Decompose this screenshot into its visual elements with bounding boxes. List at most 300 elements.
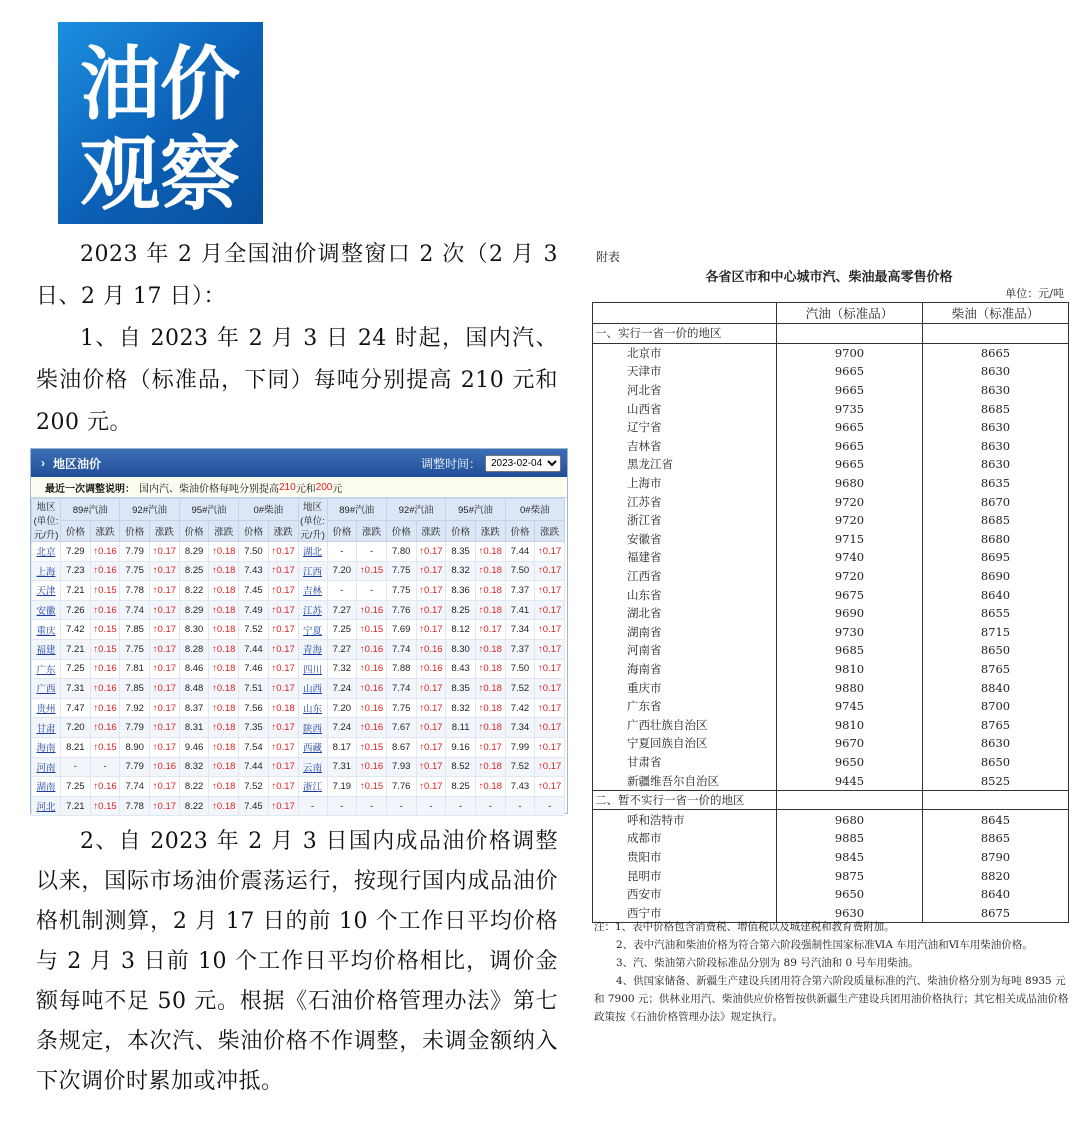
gasoline-price: 9735: [777, 399, 923, 418]
price-cell: 7.24: [327, 718, 357, 738]
region-link[interactable]: 浙江: [298, 777, 327, 797]
region-name: 重庆市: [593, 678, 777, 697]
price-change-cell: ↑0.17: [416, 698, 446, 718]
price-cell: 7.52: [239, 620, 269, 640]
price-cell: 7.37: [505, 639, 535, 659]
adjust-time-select[interactable]: [485, 455, 561, 472]
note-text-c: 元: [332, 483, 343, 495]
region-link[interactable]: 甘肃: [32, 718, 61, 738]
price-change-cell: ↑0.17: [416, 600, 446, 620]
price-cell: 8.22: [179, 581, 209, 601]
note-item: 注：1、表中价格包含消费税、增值税以及城建税和教育费附加。: [594, 921, 895, 933]
table-row: [32, 718, 565, 738]
table-row: [32, 698, 565, 718]
price-cell: 7.44: [505, 542, 535, 562]
region-name: 成都市: [593, 829, 777, 848]
price-cell: 7.67: [386, 718, 416, 738]
price-change-cell: ↑0.17: [535, 679, 565, 699]
gasoline-price: 9700: [777, 343, 923, 362]
article-paragraph-1: 2023 年 2 月全国油价调整窗口 2 次（2 月 3 日、2 月 17 日）：: [36, 242, 558, 309]
price-row: [593, 829, 1069, 848]
price-cell: 7.23: [61, 561, 91, 581]
fuel-column-header: 95#汽油: [179, 499, 238, 521]
region-link[interactable]: 青海: [298, 639, 327, 659]
fuel-column-header: 0#柴油: [505, 499, 564, 521]
region-link[interactable]: 河南: [32, 757, 61, 777]
gasoline-price: 9880: [777, 678, 923, 697]
region-link[interactable]: 江苏: [298, 600, 327, 620]
price-cell: 8.35: [446, 679, 476, 699]
region-link[interactable]: 福建: [32, 639, 61, 659]
price-cell: 8.25: [446, 777, 476, 797]
change-subheader: 涨跌: [357, 520, 387, 542]
price-cell: 7.21: [61, 639, 91, 659]
region-link[interactable]: 宁夏: [298, 620, 327, 640]
price-cell: 7.24: [327, 679, 357, 699]
price-cell: 7.54: [239, 737, 269, 757]
price-cell: 7.20: [327, 698, 357, 718]
price-cell: 7.25: [61, 777, 91, 797]
price-cell: 8.36: [446, 581, 476, 601]
price-cell: 8.32: [446, 698, 476, 718]
note-heading: 最近一次调整说明：: [45, 483, 135, 495]
note-item: 2、表中汽油和柴油价格为符合第六阶段强制性国家标准ⅥA 车用汽油和Ⅵ车用柴油价格。: [616, 939, 1033, 951]
price-subheader: 价格: [179, 520, 209, 542]
region-link[interactable]: 云南: [298, 757, 327, 777]
price-change-cell: -: [357, 542, 387, 562]
price-cell: 7.69: [386, 620, 416, 640]
price-cell: 7.43: [239, 561, 269, 581]
price-row: [593, 771, 1069, 790]
price-change-cell: ↑0.18: [209, 737, 239, 757]
price-cell: 8.31: [179, 718, 209, 738]
region-link[interactable]: 湖南: [32, 777, 61, 797]
gasoline-price: 9665: [777, 381, 923, 400]
price-change-cell: ↑0.17: [268, 561, 298, 581]
price-change-cell: ↑0.17: [150, 698, 180, 718]
price-subheader: 价格: [446, 520, 476, 542]
price-cell: 7.31: [327, 757, 357, 777]
price-change-cell: ↑0.17: [268, 777, 298, 797]
diesel-price: 8840: [923, 678, 1069, 697]
price-cell: 7.21: [61, 581, 91, 601]
diesel-price: 8700: [923, 697, 1069, 716]
region-column-header: 地区(单位:元/升): [298, 499, 327, 542]
price-change-cell: ↑0.18: [268, 698, 298, 718]
price-change-cell: ↑0.18: [209, 718, 239, 738]
price-row: [593, 511, 1069, 530]
region-name: 广西壮族自治区: [593, 715, 777, 734]
region-name: 浙江省: [593, 511, 777, 530]
table-row: [32, 561, 565, 581]
region-column-header: 地区(单位:元/升): [32, 499, 61, 542]
section-blank: [777, 324, 923, 344]
price-cell: 7.27: [327, 600, 357, 620]
gasoline-price: 9680: [777, 474, 923, 493]
price-cell: 8.11: [446, 718, 476, 738]
region-link[interactable]: 北京: [32, 542, 61, 562]
note-item: 4、供国家储备、新疆生产建设兵团用符合第六阶段质量标准的汽、柴油价格分别为每吨 8935 元和 7900 元；供林业用汽、柴油供应价格暂按供新疆生产建设兵团用油价格执行；其它相关成品油价格政策按《石油价格管理办法》规定执行。: [594, 975, 1069, 1023]
price-change-cell: ↑0.17: [268, 796, 298, 816]
region-name: 上海市: [593, 474, 777, 493]
region-link[interactable]: 广西: [32, 679, 61, 699]
price-change-cell: ↑0.17: [268, 600, 298, 620]
table-row: [32, 659, 565, 679]
section-blank: [923, 790, 1069, 810]
price-change-cell: ↑0.17: [268, 659, 298, 679]
price-change-cell: ↑0.17: [535, 561, 565, 581]
price-cell: 7.80: [386, 542, 416, 562]
region-link[interactable]: 广东: [32, 659, 61, 679]
gasoline-price: 9685: [777, 641, 923, 660]
region-name: 贵阳市: [593, 848, 777, 867]
price-row: [593, 399, 1069, 418]
unit-label: 单位：元/吨: [1005, 287, 1064, 300]
gasoline-price: 9630: [777, 903, 923, 922]
price-change-cell: ↑0.17: [416, 737, 446, 757]
price-row: [593, 362, 1069, 381]
region-name: 江西省: [593, 567, 777, 586]
price-cell: 7.27: [327, 639, 357, 659]
price-cell: -: [327, 542, 357, 562]
region-link: -: [298, 796, 327, 816]
price-cell: 8.29: [179, 600, 209, 620]
price-cell: -: [327, 796, 357, 816]
price-change-cell: ↑0.17: [535, 737, 565, 757]
price-cell: 7.76: [386, 600, 416, 620]
diesel-price: 8685: [923, 399, 1069, 418]
price-change-cell: ↑0.16: [90, 600, 120, 620]
diesel-price: 8630: [923, 455, 1069, 474]
price-change-cell: ↑0.17: [475, 620, 505, 640]
gasoline-price: 9720: [777, 567, 923, 586]
logo-line2: 观察: [80, 128, 240, 221]
price-row: [593, 848, 1069, 867]
logo-line1: 油价: [80, 38, 240, 131]
price-cell: 7.42: [505, 698, 535, 718]
regional-oil-price-widget: [30, 448, 568, 814]
price-change-cell: ↑0.17: [150, 639, 180, 659]
price-cell: 7.25: [327, 620, 357, 640]
region-name: 西宁市: [593, 903, 777, 922]
section-label: 二、暂不实行一省一价的地区: [593, 790, 777, 810]
price-change-cell: ↑0.17: [268, 581, 298, 601]
price-cell: -: [386, 796, 416, 816]
price-change-cell: ↑0.16: [357, 679, 387, 699]
price-change-cell: ↑0.18: [475, 542, 505, 562]
price-cell: 7.85: [120, 679, 150, 699]
price-change-cell: ↑0.17: [535, 777, 565, 797]
price-cell: 7.20: [327, 561, 357, 581]
widget-title: 地区油价: [53, 456, 102, 471]
price-cell: 7.44: [239, 757, 269, 777]
change-subheader: 涨跌: [535, 520, 565, 542]
change-subheader: 涨跌: [209, 520, 239, 542]
price-change-cell: ↑0.16: [90, 659, 120, 679]
table-row: [32, 600, 565, 620]
price-change-cell: ↑0.15: [357, 777, 387, 797]
document-title: 各省区市和中心城市汽、柴油最高零售价格: [705, 270, 953, 285]
widget-header: [31, 449, 567, 477]
price-cell: 7.99: [505, 737, 535, 757]
change-subheader: 涨跌: [90, 520, 120, 542]
gasoline-price: 9690: [777, 604, 923, 623]
price-change-cell: ↑0.18: [209, 620, 239, 640]
price-change-cell: ↑0.17: [150, 581, 180, 601]
price-cell: 8.30: [179, 620, 209, 640]
price-change-cell: ↑0.17: [535, 581, 565, 601]
price-change-cell: ↑0.16: [416, 639, 446, 659]
price-row: [593, 604, 1069, 623]
price-change-cell: -: [535, 796, 565, 816]
diesel-price: 8690: [923, 567, 1069, 586]
price-change-cell: ↑0.16: [90, 698, 120, 718]
price-subheader: 价格: [239, 520, 269, 542]
price-cell: 7.45: [239, 581, 269, 601]
price-cell: 7.21: [61, 796, 91, 816]
price-cell: 7.50: [505, 561, 535, 581]
price-change-cell: ↑0.17: [268, 542, 298, 562]
price-change-cell: ↑0.15: [90, 620, 120, 640]
price-cell: 8.30: [446, 639, 476, 659]
region-link[interactable]: 山西: [298, 679, 327, 699]
price-change-cell: ↑0.16: [357, 600, 387, 620]
price-change-cell: ↑0.17: [535, 600, 565, 620]
price-change-cell: ↑0.17: [416, 757, 446, 777]
section-blank: [777, 790, 923, 810]
diesel-price: 8765: [923, 715, 1069, 734]
price-change-cell: ↑0.17: [150, 561, 180, 581]
price-row: [593, 567, 1069, 586]
price-cell: 7.34: [505, 620, 535, 640]
price-cell: 7.74: [120, 600, 150, 620]
price-cell: 8.28: [179, 639, 209, 659]
price-cell: 7.78: [120, 581, 150, 601]
region-link[interactable]: 西藏: [298, 737, 327, 757]
price-cell: 7.35: [239, 718, 269, 738]
fuel-column-header: 0#柴油: [239, 499, 298, 521]
diesel-price: 8715: [923, 623, 1069, 642]
region-link[interactable]: 湖北: [298, 542, 327, 562]
table-row: [32, 679, 565, 699]
diesel-price: 8645: [923, 810, 1069, 829]
diesel-price: 8630: [923, 734, 1069, 753]
price-change-cell: -: [475, 796, 505, 816]
price-cell: 7.50: [239, 542, 269, 562]
price-subheader: 价格: [327, 520, 357, 542]
price-change-cell: ↑0.17: [150, 796, 180, 816]
gasoline-price: 9650: [777, 753, 923, 772]
price-row: [593, 885, 1069, 904]
region-name: 江苏省: [593, 492, 777, 511]
fuel-column-header: 95#汽油: [446, 499, 505, 521]
gasoline-price: 9810: [777, 715, 923, 734]
region-name: 河南省: [593, 641, 777, 660]
price-cell: 7.79: [120, 718, 150, 738]
diesel-price: 8635: [923, 474, 1069, 493]
document-notes: [594, 918, 1070, 1026]
region-link[interactable]: 山东: [298, 698, 327, 718]
price-change-cell: ↑0.16: [357, 698, 387, 718]
price-cell: 7.81: [120, 659, 150, 679]
price-cell: 7.75: [386, 698, 416, 718]
diesel-price: 8630: [923, 381, 1069, 400]
price-change-cell: ↑0.18: [209, 600, 239, 620]
price-row: [593, 753, 1069, 772]
adjust-time-label: 调整时间：: [420, 456, 481, 471]
price-change-cell: ↑0.16: [90, 542, 120, 562]
price-cell: 7.74: [120, 777, 150, 797]
fuel-column-header: 92#汽油: [386, 499, 445, 521]
gasoline-price: 9665: [777, 418, 923, 437]
gasoline-price: 9670: [777, 734, 923, 753]
price-row: [593, 734, 1069, 753]
price-cell: 7.79: [120, 542, 150, 562]
gasoline-price: 9845: [777, 848, 923, 867]
region-name: 西安市: [593, 885, 777, 904]
price-cell: 7.74: [386, 679, 416, 699]
price-change-cell: ↑0.18: [209, 796, 239, 816]
price-cell: 7.37: [505, 581, 535, 601]
price-row: [593, 697, 1069, 716]
price-change-cell: ↑0.17: [535, 698, 565, 718]
price-change-cell: ↑0.17: [535, 659, 565, 679]
adjustment-note: [31, 477, 567, 498]
diesel-price: 8675: [923, 903, 1069, 922]
diesel-price: 8630: [923, 362, 1069, 381]
table-row: [32, 620, 565, 640]
price-cell: 7.29: [61, 542, 91, 562]
price-change-cell: ↑0.16: [357, 718, 387, 738]
diesel-price: 8630: [923, 418, 1069, 437]
region-name: 昆明市: [593, 866, 777, 885]
price-cell: -: [61, 757, 91, 777]
table-row: [32, 796, 565, 816]
price-subheader: 价格: [386, 520, 416, 542]
oil-price-logo: [58, 22, 263, 224]
price-subheader: 价格: [505, 520, 535, 542]
price-change-cell: ↑0.18: [475, 718, 505, 738]
price-change-cell: ↑0.18: [475, 679, 505, 699]
price-change-cell: ↑0.17: [535, 639, 565, 659]
price-change-cell: ↑0.18: [209, 581, 239, 601]
diesel-price: 8630: [923, 437, 1069, 456]
gasoline-price: 9720: [777, 492, 923, 511]
region-link[interactable]: 陕西: [298, 718, 327, 738]
price-change-cell: ↑0.17: [268, 757, 298, 777]
region-link[interactable]: 安徽: [32, 600, 61, 620]
gasoline-price: 9745: [777, 697, 923, 716]
price-change-cell: ↑0.18: [209, 757, 239, 777]
regional-price-table: [31, 498, 565, 816]
change-subheader: 涨跌: [475, 520, 505, 542]
price-cell: 7.47: [61, 698, 91, 718]
diesel-price: 8680: [923, 530, 1069, 549]
gasoline-price: 9665: [777, 437, 923, 456]
region-link[interactable]: 海南: [32, 737, 61, 757]
gasoline-price: 9730: [777, 623, 923, 642]
price-change-cell: ↑0.15: [357, 561, 387, 581]
gasoline-price: 9445: [777, 771, 923, 790]
price-cell: 8.25: [446, 600, 476, 620]
price-change-cell: ↑0.16: [150, 757, 180, 777]
gasoline-price: 9740: [777, 548, 923, 567]
max-retail-price-table: [592, 302, 1069, 923]
price-cell: 7.52: [239, 777, 269, 797]
price-cell: 7.49: [239, 600, 269, 620]
price-cell: 7.19: [327, 777, 357, 797]
gasoline-price: 9885: [777, 829, 923, 848]
region-link[interactable]: 四川: [298, 659, 327, 679]
price-change-cell: ↑0.17: [268, 620, 298, 640]
gasoline-price: 9675: [777, 585, 923, 604]
price-change-cell: ↑0.17: [150, 777, 180, 797]
price-cell: 7.25: [61, 659, 91, 679]
region-link[interactable]: 上海: [32, 561, 61, 581]
region-link[interactable]: 贵州: [32, 698, 61, 718]
price-row: [593, 641, 1069, 660]
change-subheader: 涨跌: [150, 520, 180, 542]
price-cell: 7.79: [120, 757, 150, 777]
price-cell: 8.90: [120, 737, 150, 757]
note-diesel-increase: 200: [315, 481, 333, 493]
price-change-cell: ↑0.18: [475, 659, 505, 679]
price-change-cell: ↑0.18: [475, 581, 505, 601]
region-link[interactable]: 吉林: [298, 581, 327, 601]
diesel-price: 8525: [923, 771, 1069, 790]
region-link[interactable]: 天津: [32, 581, 61, 601]
price-change-cell: ↑0.17: [150, 620, 180, 640]
price-row: [593, 474, 1069, 493]
price-change-cell: ↑0.17: [150, 542, 180, 562]
price-subheader: 价格: [61, 520, 91, 542]
price-change-cell: ↑0.15: [90, 639, 120, 659]
price-change-cell: ↑0.18: [209, 639, 239, 659]
region-link[interactable]: 重庆: [32, 620, 61, 640]
price-change-cell: ↑0.17: [475, 737, 505, 757]
attachment-label: 附表: [596, 250, 621, 264]
region-link[interactable]: 河北: [32, 796, 61, 816]
region-name: 吉林省: [593, 437, 777, 456]
price-change-cell: ↑0.17: [416, 542, 446, 562]
price-change-cell: ↑0.17: [535, 542, 565, 562]
fuel-column-header: 89#汽油: [61, 499, 120, 521]
price-cell: 8.32: [446, 561, 476, 581]
price-cell: 7.42: [61, 620, 91, 640]
price-change-cell: ↑0.17: [416, 620, 446, 640]
price-change-cell: ↑0.18: [475, 561, 505, 581]
region-link[interactable]: 江西: [298, 561, 327, 581]
diesel-price: 8640: [923, 585, 1069, 604]
price-cell: 7.32: [327, 659, 357, 679]
price-cell: 8.22: [179, 796, 209, 816]
price-change-cell: ↑0.17: [535, 620, 565, 640]
diesel-price: 8865: [923, 829, 1069, 848]
table-row: [32, 542, 565, 562]
price-row: [593, 866, 1069, 885]
price-change-cell: ↑0.16: [357, 639, 387, 659]
price-row: [593, 343, 1069, 362]
price-change-cell: ↑0.17: [268, 718, 298, 738]
price-change-cell: ↑0.17: [150, 659, 180, 679]
diesel-price: 8650: [923, 641, 1069, 660]
region-name: 呼和浩特市: [593, 810, 777, 829]
table-row: [32, 737, 565, 757]
price-row: [593, 623, 1069, 642]
price-change-cell: ↑0.16: [357, 659, 387, 679]
price-cell: 7.78: [120, 796, 150, 816]
gasoline-header: 汽油（标准品）: [777, 303, 923, 324]
